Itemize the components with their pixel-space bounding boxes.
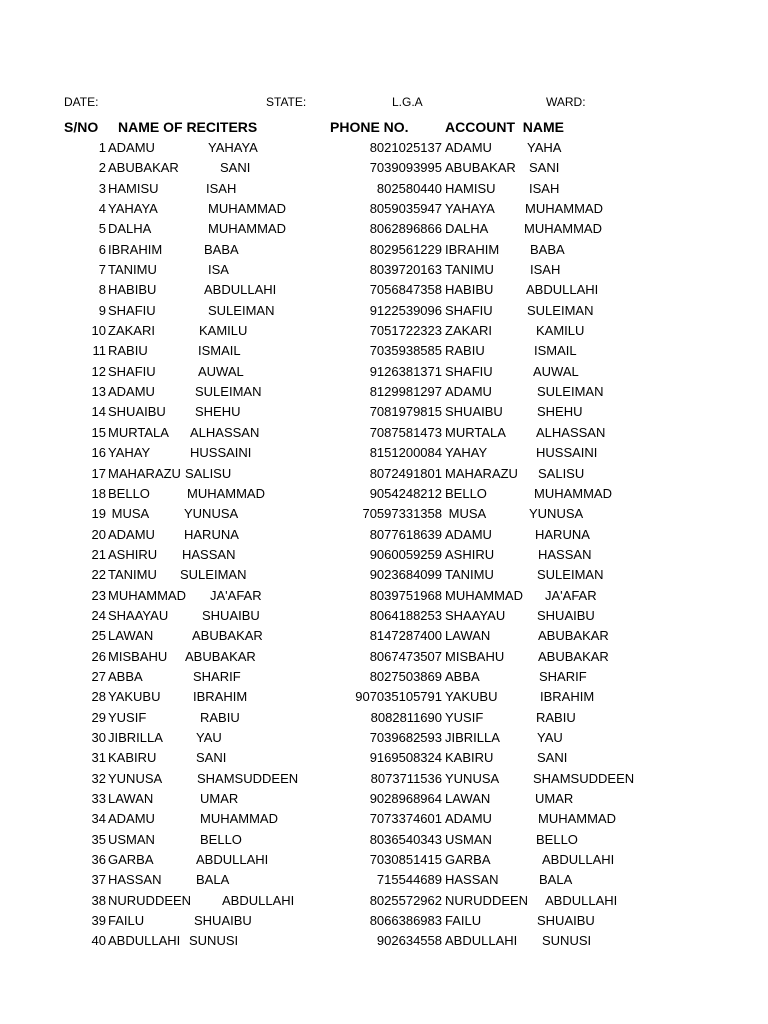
account-last-name: ABUBAKAR xyxy=(538,648,609,664)
account-last-name: IBRAHIM xyxy=(540,689,595,705)
first-name: YAHAY xyxy=(108,445,151,461)
phone-number: 8151200084 xyxy=(369,445,442,461)
ward-label: WARD: xyxy=(546,95,586,109)
phone-number: 70597331358 xyxy=(362,506,442,522)
account-last-name: ISMAIL xyxy=(534,343,577,359)
phone-number: 7056847358 xyxy=(369,282,442,298)
serial-number: 14 xyxy=(91,404,106,420)
lga-label: L.G.A xyxy=(392,95,423,109)
account-first-name: IBRAHIM xyxy=(445,241,500,257)
account-last-name: HARUNA xyxy=(535,526,590,542)
first-name: SHAFIU xyxy=(108,302,156,318)
serial-number: 29 xyxy=(91,709,106,725)
serial-number: 18 xyxy=(91,485,106,501)
first-name: DALHA xyxy=(108,221,152,237)
last-name: SHAMSUDDEEN xyxy=(197,770,299,786)
table-row xyxy=(0,809,768,829)
account-last-name: JA'AFAR xyxy=(545,587,597,603)
phone-number: 9060059259 xyxy=(369,546,442,562)
date-label: DATE: xyxy=(64,95,99,109)
account-first-name: HABIBU xyxy=(445,282,494,298)
serial-number: 27 xyxy=(91,668,106,684)
last-name: ISAH xyxy=(206,180,237,196)
account-first-name: TANIMU xyxy=(445,567,494,583)
phone-number: 7035938585 xyxy=(369,343,442,359)
first-name: NURUDDEEN xyxy=(108,892,192,908)
table-row xyxy=(0,240,768,260)
first-name: ZAKARI xyxy=(108,323,155,339)
serial-number: 30 xyxy=(91,729,106,745)
phone-number: 7051722323 xyxy=(369,323,442,339)
first-name: ASHIRU xyxy=(108,546,158,562)
last-name: JA'AFAR xyxy=(210,587,262,603)
serial-number: 25 xyxy=(91,628,106,644)
first-name: MUSA xyxy=(108,506,150,522)
table-row xyxy=(0,667,768,687)
table-row xyxy=(0,158,768,178)
phone-number: 715544689 xyxy=(376,872,442,888)
serial-number: 35 xyxy=(91,831,106,847)
first-name: ADAMU xyxy=(108,140,155,155)
last-name: HASSAN xyxy=(182,546,236,562)
serial-number: 39 xyxy=(91,913,106,929)
phone-number: 9028968964 xyxy=(369,791,442,806)
table-row xyxy=(0,504,768,524)
header-sno: S/NO xyxy=(64,119,99,135)
account-last-name: SHUAIBU xyxy=(537,607,595,623)
account-last-name: SULEIMAN xyxy=(527,302,594,318)
account-first-name: HASSAN xyxy=(445,872,499,888)
last-name: SHUAIBU xyxy=(202,607,260,623)
account-last-name: ABDULLAHI xyxy=(545,892,618,908)
phone-number: 9054248212 xyxy=(369,485,442,501)
phone-number: 8147287400 xyxy=(369,628,442,644)
table-row xyxy=(0,545,768,565)
account-last-name: SALISU xyxy=(538,465,585,481)
first-name: ADAMU xyxy=(108,811,155,827)
account-last-name: MUHAMMAD xyxy=(524,221,602,237)
serial-number: 16 xyxy=(91,445,106,461)
last-name: YAHAYA xyxy=(208,140,258,155)
account-first-name: ABDULLAHI xyxy=(445,933,518,949)
last-name: MUHAMMAD xyxy=(208,221,286,237)
first-name: ADAMU xyxy=(108,384,155,400)
account-last-name: SHAMSUDDEEN xyxy=(533,770,635,786)
first-name: MUHAMMAD xyxy=(108,587,186,603)
phone-number: 802580440 xyxy=(376,180,442,196)
account-last-name: HUSSAINI xyxy=(536,445,598,461)
first-name: SHUAIBU xyxy=(108,404,166,420)
table-row xyxy=(0,464,768,484)
account-first-name: ADAMU xyxy=(445,811,492,827)
last-name: ABDULLAHI xyxy=(204,282,277,298)
first-name: KABIRU xyxy=(108,750,157,766)
account-last-name: SUNUSI xyxy=(542,933,592,949)
table-row xyxy=(0,219,768,239)
table-row xyxy=(0,708,768,728)
phone-number: 8059035947 xyxy=(369,201,442,217)
phone-number: 8073711536 xyxy=(370,770,442,786)
serial-number: 10 xyxy=(91,323,106,339)
table-row xyxy=(0,911,768,931)
serial-number: 5 xyxy=(98,221,106,237)
table-row xyxy=(0,586,768,606)
account-last-name: MUHAMMAD xyxy=(534,485,612,501)
phone-number: 8036540343 xyxy=(369,831,442,847)
last-name: UMAR xyxy=(200,791,239,806)
account-last-name: ABDULLAHI xyxy=(542,852,615,868)
account-last-name: ALHASSAN xyxy=(536,424,606,440)
serial-number: 12 xyxy=(91,363,106,379)
table-row xyxy=(0,199,768,219)
account-first-name: ABUBAKAR xyxy=(445,160,516,176)
account-first-name: ADAMU xyxy=(445,140,492,155)
last-name: SANI xyxy=(220,160,251,176)
first-name: ABDULLAHI xyxy=(108,933,181,949)
account-last-name: ISAH xyxy=(530,262,561,278)
account-last-name: SANI xyxy=(537,750,568,766)
account-last-name: AUWAL xyxy=(533,363,579,379)
last-name: SULEIMAN xyxy=(180,567,247,583)
header-phone-no: PHONE NO. xyxy=(330,119,409,135)
first-name: ABUBAKAR xyxy=(108,160,179,176)
first-name: FAILU xyxy=(108,913,145,929)
account-last-name: MUHAMMAD xyxy=(525,201,603,217)
account-last-name: SHUAIBU xyxy=(537,913,595,929)
first-name: HAMISU xyxy=(108,180,159,196)
serial-number: 31 xyxy=(91,750,106,766)
table-row xyxy=(0,728,768,748)
phone-number: 7030851415 xyxy=(369,852,442,868)
serial-number: 26 xyxy=(91,648,106,664)
last-name: SULEIMAN xyxy=(195,384,262,400)
account-first-name: SHAFIU xyxy=(445,302,493,318)
account-first-name: YUNUSA xyxy=(445,770,500,786)
last-name: SHEHU xyxy=(195,404,241,420)
first-name: LAWAN xyxy=(108,791,154,806)
phone-number: 9023684099 xyxy=(369,567,442,583)
serial-number: 15 xyxy=(91,424,106,440)
table-row xyxy=(0,931,768,951)
table-row xyxy=(0,443,768,463)
account-first-name: ADAMU xyxy=(445,526,492,542)
account-first-name: LAWAN xyxy=(445,791,491,806)
last-name: ISA xyxy=(208,262,229,278)
phone-number: 8066386983 xyxy=(369,913,442,929)
serial-number: 20 xyxy=(91,526,106,542)
account-last-name: BELLO xyxy=(536,831,578,847)
state-label: STATE: xyxy=(266,95,307,109)
account-first-name: JIBRILLA xyxy=(445,729,500,745)
first-name: USMAN xyxy=(108,831,155,847)
account-last-name: SANI xyxy=(529,160,560,176)
first-name: LAWAN xyxy=(108,628,154,644)
account-last-name: RABIU xyxy=(536,709,576,725)
table-row xyxy=(0,280,768,300)
table-row xyxy=(0,525,768,545)
table-row xyxy=(0,565,768,585)
table-row xyxy=(0,423,768,443)
serial-number: 38 xyxy=(91,892,106,908)
serial-number: 36 xyxy=(91,852,106,868)
phone-number: 7081979815 xyxy=(369,404,442,420)
account-last-name: ABUBAKAR xyxy=(538,628,609,644)
account-first-name: ASHIRU xyxy=(445,546,495,562)
serial-number: 28 xyxy=(91,689,106,705)
account-first-name: USMAN xyxy=(445,831,492,847)
header-account-name: ACCOUNT NAME xyxy=(445,119,564,135)
first-name: RABIU xyxy=(108,343,148,359)
first-name: YAHAYA xyxy=(108,201,158,217)
first-name: SHAFIU xyxy=(108,363,156,379)
phone-number: 8067473507 xyxy=(369,648,442,664)
account-first-name: GARBA xyxy=(445,852,491,868)
phone-number: 9169508324 xyxy=(369,750,442,766)
serial-number: 13 xyxy=(91,384,106,400)
last-name: BELLO xyxy=(200,831,242,847)
account-last-name: YAHA xyxy=(527,140,562,155)
account-last-name: YUNUSA xyxy=(529,506,584,522)
last-name: SHARIF xyxy=(193,668,241,684)
account-last-name: KAMILU xyxy=(536,323,585,339)
account-last-name: ISAH xyxy=(529,180,560,196)
account-last-name: SHEHU xyxy=(537,404,583,420)
last-name: ABUBAKAR xyxy=(192,628,263,644)
first-name: YAKUBU xyxy=(108,689,161,705)
account-first-name: SHAAYAU xyxy=(445,607,506,623)
phone-number: 7039093995 xyxy=(369,160,442,176)
phone-number: 8039751968 xyxy=(369,587,442,603)
table-row xyxy=(0,870,768,890)
table-row xyxy=(0,179,768,199)
phone-number: 8039720163 xyxy=(369,262,442,278)
account-first-name: ABBA xyxy=(445,668,480,684)
account-last-name: YAU xyxy=(537,729,563,745)
serial-number: 21 xyxy=(91,546,106,562)
serial-number: 22 xyxy=(91,567,106,583)
phone-number: 9122539096 xyxy=(369,302,442,318)
first-name: HASSAN xyxy=(108,872,162,888)
first-name: MISBAHU xyxy=(108,648,168,664)
last-name: ABDULLAHI xyxy=(196,852,269,868)
table-row xyxy=(0,748,768,768)
account-first-name: SHAFIU xyxy=(445,363,493,379)
last-name: BABA xyxy=(204,241,239,257)
first-name: ABBA xyxy=(108,668,143,684)
serial-number: 19 xyxy=(91,506,106,522)
serial-number: 7 xyxy=(98,262,106,278)
last-name: HUSSAINI xyxy=(190,445,252,461)
table-row xyxy=(0,402,768,422)
last-name: SULEIMAN xyxy=(208,302,275,318)
account-first-name: ZAKARI xyxy=(445,323,492,339)
table-row xyxy=(0,687,768,707)
first-name: TANIMU xyxy=(108,262,157,278)
account-first-name: RABIU xyxy=(445,343,485,359)
phone-number: 9126381371 xyxy=(369,363,442,379)
phone-number: 7087581473 xyxy=(369,424,442,440)
serial-number: 11 xyxy=(92,343,106,359)
last-name: SALISU xyxy=(185,465,232,481)
phone-number: 8077618639 xyxy=(369,526,442,542)
phone-number: 8064188253 xyxy=(369,607,442,623)
serial-number: 4 xyxy=(98,201,106,217)
table-row xyxy=(0,260,768,280)
account-first-name: DALHA xyxy=(445,221,489,237)
table-row xyxy=(0,341,768,361)
account-first-name: MURTALA xyxy=(445,424,506,440)
account-first-name: TANIMU xyxy=(445,262,494,278)
account-last-name: ABDULLAHI xyxy=(526,282,599,298)
last-name: SHUAIBU xyxy=(194,913,252,929)
last-name: ABUBAKAR xyxy=(185,648,256,664)
serial-number: 3 xyxy=(98,180,106,196)
first-name: IBRAHIM xyxy=(108,241,163,257)
serial-number: 23 xyxy=(91,587,106,603)
last-name: MUHAMMAD xyxy=(200,811,278,827)
phone-number: 7039682593 xyxy=(369,729,442,745)
last-name: MUHAMMAD xyxy=(208,201,286,217)
account-first-name: HAMISU xyxy=(445,180,496,196)
account-first-name: SHUAIBU xyxy=(445,404,503,420)
account-first-name: NURUDDEEN xyxy=(445,892,529,908)
reciters-table xyxy=(0,138,768,952)
phone-number: 8025572962 xyxy=(369,892,442,908)
first-name: SHAAYAU xyxy=(108,607,169,623)
last-name: ISMAIL xyxy=(198,343,241,359)
phone-number: 8082811690 xyxy=(370,709,442,725)
account-last-name: MUHAMMAD xyxy=(538,811,616,827)
first-name: JIBRILLA xyxy=(108,729,163,745)
account-first-name: YUSIF xyxy=(445,709,484,725)
last-name: BALA xyxy=(196,872,230,888)
last-name: RABIU xyxy=(200,709,240,725)
last-name: HARUNA xyxy=(184,526,239,542)
table-row xyxy=(0,301,768,321)
serial-number: 33 xyxy=(91,791,106,806)
first-name: YUNUSA xyxy=(108,770,163,786)
serial-number: 17 xyxy=(91,465,106,481)
phone-number: 8027503869 xyxy=(369,668,442,684)
serial-number: 6 xyxy=(98,241,106,257)
last-name: SUNUSI xyxy=(189,933,239,949)
table-row xyxy=(0,321,768,341)
last-name: AUWAL xyxy=(198,363,244,379)
last-name: SANI xyxy=(196,750,227,766)
account-first-name: LAWAN xyxy=(445,628,491,644)
serial-number: 24 xyxy=(91,607,106,623)
last-name: KAMILU xyxy=(199,323,248,339)
table-row xyxy=(0,647,768,667)
account-first-name: YAHAY xyxy=(445,445,488,461)
account-first-name: MUSA xyxy=(445,506,487,522)
account-first-name: MAHARAZU xyxy=(445,465,518,481)
last-name: IBRAHIM xyxy=(193,689,248,705)
phone-number: 907035105791 xyxy=(355,689,442,705)
first-name: ADAMU xyxy=(108,526,155,542)
table-row xyxy=(0,850,768,870)
table-row xyxy=(0,362,768,382)
first-name: MAHARAZU xyxy=(108,465,181,481)
last-name: YUNUSA xyxy=(184,506,239,522)
phone-number: 8021025137 xyxy=(369,140,442,155)
account-last-name: HASSAN xyxy=(538,546,592,562)
phone-number: 8062896866 xyxy=(369,221,442,237)
table-row xyxy=(0,626,768,646)
account-first-name: YAHAYA xyxy=(445,201,495,217)
account-last-name: UMAR xyxy=(535,791,574,806)
table-row xyxy=(0,606,768,626)
phone-number: 8072491801 xyxy=(369,465,442,481)
serial-number: 37 xyxy=(91,872,106,888)
account-first-name: YAKUBU xyxy=(445,689,498,705)
account-first-name: MUHAMMAD xyxy=(445,587,523,603)
first-name: YUSIF xyxy=(108,709,147,725)
table-row xyxy=(0,891,768,911)
account-first-name: BELLO xyxy=(445,485,487,501)
last-name: YAU xyxy=(196,729,222,745)
serial-number: 34 xyxy=(91,811,106,827)
table-row xyxy=(0,484,768,504)
table-row xyxy=(0,789,768,809)
account-last-name: SULEIMAN xyxy=(537,384,604,400)
account-first-name: FAILU xyxy=(445,913,482,929)
account-first-name: ADAMU xyxy=(445,384,492,400)
phone-number: 902634558 xyxy=(376,933,442,949)
first-name: BELLO xyxy=(108,485,150,501)
phone-number: 8129981297 xyxy=(369,384,442,400)
phone-number: 7073374601 xyxy=(369,811,442,827)
account-first-name: KABIRU xyxy=(445,750,494,766)
serial-number: 2 xyxy=(98,160,106,176)
first-name: TANIMU xyxy=(108,567,157,583)
serial-number: 1 xyxy=(98,140,106,155)
table-row xyxy=(0,830,768,850)
first-name: HABIBU xyxy=(108,282,157,298)
header-name-of-reciters: NAME OF RECITERS xyxy=(118,119,258,135)
account-last-name: BALA xyxy=(539,872,573,888)
account-last-name: BABA xyxy=(530,241,565,257)
account-last-name: SULEIMAN xyxy=(537,567,604,583)
table-row xyxy=(0,382,768,402)
table-row xyxy=(0,769,768,789)
last-name: MUHAMMAD xyxy=(187,485,265,501)
first-name: GARBA xyxy=(108,852,154,868)
account-first-name: MISBAHU xyxy=(445,648,505,664)
last-name: ABDULLAHI xyxy=(222,892,295,908)
first-name: MURTALA xyxy=(108,424,169,440)
phone-number: 8029561229 xyxy=(369,241,442,257)
account-last-name: SHARIF xyxy=(539,668,587,684)
serial-number: 40 xyxy=(91,933,106,949)
serial-number: 8 xyxy=(98,282,106,298)
serial-number: 32 xyxy=(91,770,106,786)
table-row xyxy=(0,138,768,158)
serial-number: 9 xyxy=(98,302,106,318)
last-name: ALHASSAN xyxy=(190,424,260,440)
